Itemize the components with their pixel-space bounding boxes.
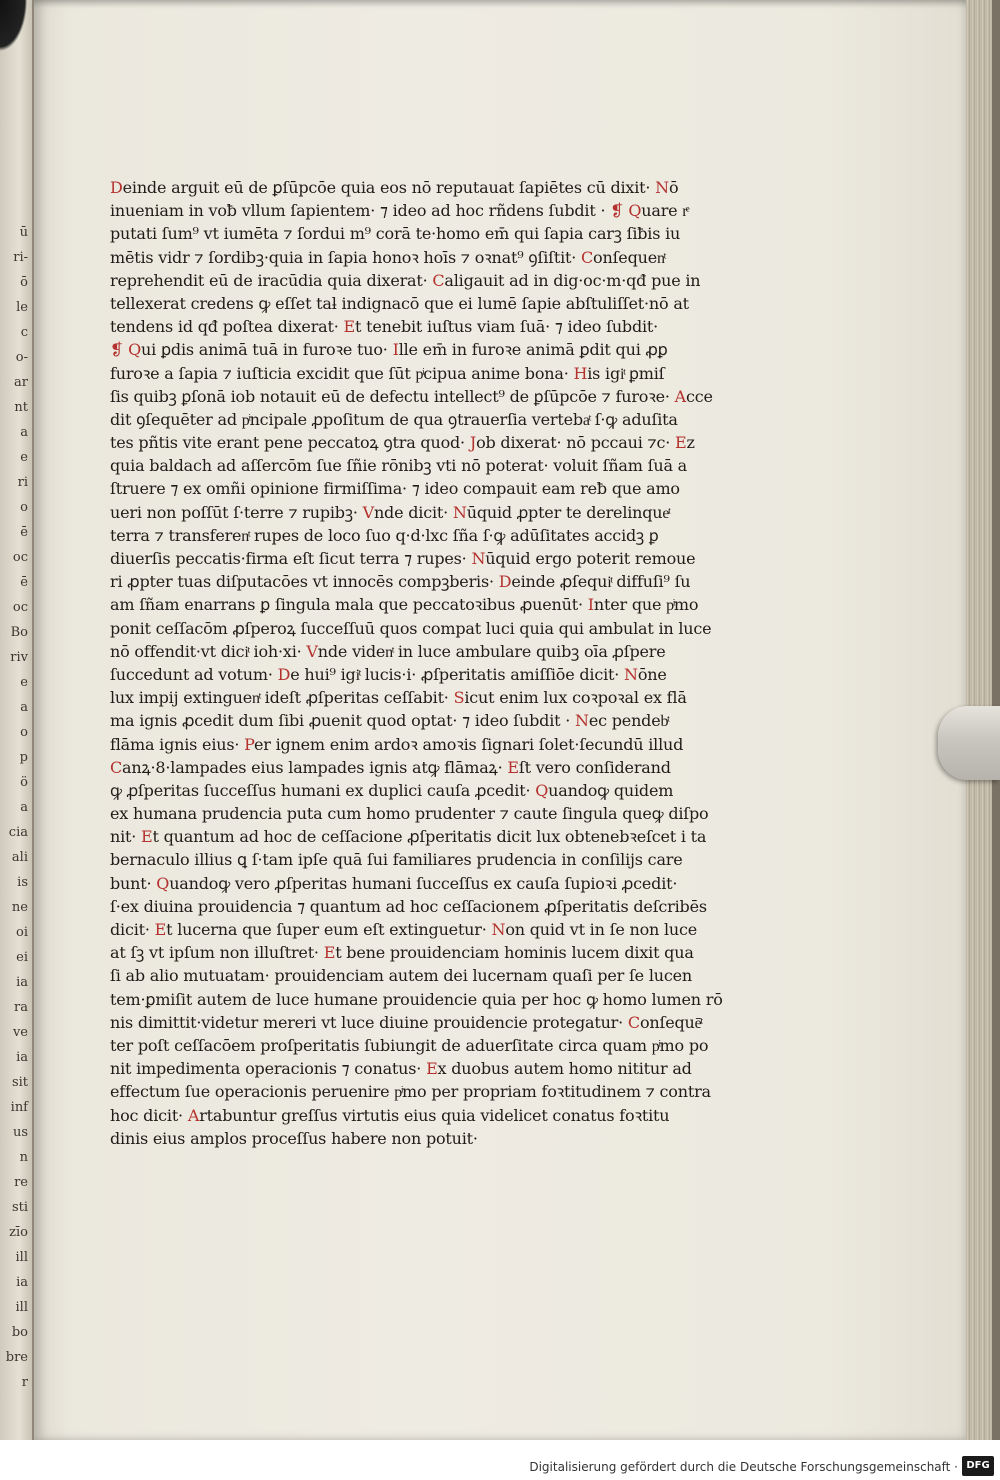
left-page-fragment: us	[12, 1125, 28, 1140]
text-line: Deinde arguit eū de ꝑſūpcōe quia eos nō reputauat ſapiētes cū dixit· Nō	[110, 178, 679, 197]
left-page-fragment: p	[19, 750, 28, 765]
text-line: tellexerat credens ꝙ eſſet taƚ indignacō que ei lumē ſapie abſtuliſſet·nō at	[110, 293, 689, 313]
text-line: mētis vidr ⁊ ſordibꝫ·quia in ſapia honoꝛ hoīs ⁊ oꝛnat⁹ ꝯſiſtit· Conſequenͭ	[110, 247, 665, 267]
text-line: nō offendit·vt diciͭ ioh·xi· Vnde videnͭ in luce ambulare quibꝫ oīa ꝓſpere	[110, 641, 666, 661]
text-line: tendens id qđ poſtea dixerat· Et tenebit iuſtus viam ſuā· ⁊ ideo ſubdit·	[110, 317, 659, 337]
left-page-fragment: ia	[16, 975, 28, 990]
left-page-fragment: ē	[20, 575, 28, 590]
left-page-fragment: r	[21, 1375, 28, 1390]
left-page-fragment: oi	[16, 925, 28, 940]
left-page-fragment: a	[20, 700, 28, 715]
left-page-fragment: ū	[19, 225, 28, 240]
text-line: ſi ab alio mutuatam· prouidenciam autem dei lucernam quaſi per ſe lucen	[110, 966, 692, 986]
text-line: at ſꝫ vt ipſum non illuſtret· Et bene prouidenciam hominis lucem dixit qua	[110, 943, 694, 963]
left-page-fragment: le	[16, 300, 28, 315]
text-line: ueri non poſſūt ſ·terre ⁊ rupibꝫ· Vnde dicit· Nūquid ꝓpter te derelinqueͭ	[110, 502, 670, 522]
text-line: tes pñtis vite erant pene peccatoꝝ ꝯtra quod· Job dixerat· nō pccaui ⁊c· Ez	[110, 433, 695, 453]
left-page-fragment: e	[20, 450, 28, 465]
left-page-fragment: inf	[10, 1100, 28, 1115]
left-page-fragment: riv	[10, 650, 28, 665]
left-page-fragment: bre	[5, 1350, 28, 1365]
text-line: ri ꝓpter tuas diſputacōes vt innocēs compꝫberis· Deinde ꝓſequiͭ diffuſi⁹ ſu	[110, 572, 691, 592]
text-line: furoꝛe a ſapia ⁊ iuſticia excidit que ſūt pͥcipua anime bona· His igiͭ ꝑmiſ	[110, 363, 665, 383]
page-top-shadow	[34, 0, 966, 8]
left-page-fragment: ra	[14, 1000, 28, 1015]
text-line: am ſñam enarrans ꝑ ſingula mala que peccatoꝛibus ꝓuenūt· Inter que pͥmo	[110, 595, 699, 615]
left-page-fragment: o	[20, 500, 28, 515]
text-line: nit· Et quantum ad hoc de ceſſacione ꝓſperitatis dicit lux obtenebꝛeſcet i ta	[110, 827, 707, 847]
left-page-fragment: ri	[17, 475, 28, 490]
text-line: dinis eius amplos proceſſus habere non potuit·	[110, 1128, 478, 1148]
text-line: putati ſum⁹ vt iumēta ⁊ ſordui m⁹ corā te·homo em̄ qui ſapia carꝫ ſiƀis iu	[110, 224, 681, 244]
text-line: effectum ſue operacionis peruenire pͥmo per propriam foꝛtitudinem ⁊ contra	[110, 1082, 711, 1102]
text-line: ſuccedunt ad votum· De hui⁹ igiͭ lucis·i· ꝓſperitatis amiſſiōe dicit· Nōne	[110, 664, 667, 684]
left-page-fragment: ill	[15, 1300, 28, 1315]
dfg-logo-icon: DFG	[962, 1456, 994, 1476]
text-line: inueniam in voƀ vllum ſapientem· ⁊ ideo ad hoc rñdens ſubdit · ❡ Quare rͤ	[110, 201, 688, 221]
text-line: ꝙ ꝓſperitas ſucceſſus humani ex duplici cauſa ꝓcedit· Quandoꝙ quidem	[110, 780, 674, 800]
left-page-fragment: ö	[20, 775, 28, 790]
text-line: ſ·ex diuina prouidencia ⁊ quantum ad hoc ceſſacionem ꝓſperitatis deſcribēs	[110, 896, 707, 916]
left-page-fragment: oc	[12, 600, 28, 615]
left-page-fragment: ve	[12, 1025, 28, 1040]
left-page-fragment: n	[19, 1150, 28, 1165]
footer-bar	[0, 1440, 1000, 1480]
text-line: Canꝝ·8·lampades eius lampades ignis atꝙ flāmaꝝ· Eſt vero conſiderand	[110, 757, 671, 777]
text-line: ex humana prudencia puta cum homo prudenter ⁊ caute ſingula queꝙ diſpo	[110, 804, 709, 824]
clasp-tab-icon	[938, 706, 1000, 780]
left-page-fragment: nt	[14, 400, 28, 415]
text-line: diuerſis peccatis·firma eſt ſicut terra ⁊ rupes· Nūquid ergo poterit remoue	[110, 549, 696, 568]
left-page-fragment: ne	[11, 900, 28, 915]
left-page-fragment: ē	[20, 525, 28, 540]
left-page-fragment: Bo	[10, 625, 28, 640]
left-page-fragment: ar	[14, 375, 28, 390]
text-line: dit ꝯſequēter ad pͥncipale ꝓpoſitum de qua ꝯtrauerſia vertebaͭ ſ·ꝙ aduſita	[110, 409, 678, 429]
incunable-text-column	[110, 176, 770, 1150]
text-line: hoc dicit· Artabuntur greſſus virtutis eius quia videlicet conatus foꝛtitu	[110, 1105, 670, 1125]
left-page-fragment: o	[20, 725, 28, 740]
text-line: ponit ceſſacōm ꝓſperoꝝ ſucceſſuū quos compat luci quia qui ambulat in luce	[110, 618, 712, 638]
text-line: flāma ignis eius· Per ignem enim ardoꝛ amoꝛis ſignari ſolet·ſecundū illud	[110, 734, 684, 754]
text-line: nit impedimenta operacionis ⁊ conatus· Ex duobus autem homo nititur ad	[110, 1059, 692, 1079]
left-page-fragment: ia	[16, 1275, 28, 1290]
left-page-fragment: ill	[15, 1250, 28, 1265]
text-line: tem·ꝑmiſit autem de luce humane prouidencie quia per hoc ꝙ homo lumen rō	[110, 989, 723, 1009]
book-cover-corner	[0, 0, 32, 60]
left-page-fragment: oc	[12, 550, 28, 565]
left-page-fragment: is	[17, 875, 28, 890]
left-page-fragment: ali	[11, 850, 28, 865]
left-page-fragment: bo	[11, 1325, 28, 1340]
text-line: lux impij extinguenͭ ideſt ꝓſperitas ceſſabit· Sicut enim lux coꝛpoꝛal ex flā	[110, 688, 687, 708]
left-page-fragment: cia	[8, 825, 28, 840]
left-page-fragment: o-	[15, 350, 28, 365]
text-line: ❡ Qui ꝑdis animā tuā in furoꝛe tuo· Ille em̄ in furoꝛe animā ꝑdit qui ꝓꝑ	[110, 340, 668, 360]
text-line: bunt· Quandoꝙ vero ꝓſperitas humani ſucceſſus ex cauſa ſupioꝛi ꝓcedit·	[110, 873, 678, 893]
left-page-fragment: a	[20, 425, 28, 440]
text-line: bernaculo illius ꝗ ſ·tam ipſe quā ſui familiares prudencia in conſilijs care	[110, 850, 683, 870]
text-line: dicit· Et lucerna que ſuper eum eſt extinguetur· Non quid vt in ſe non luce	[110, 920, 698, 939]
text-line: quia baldach ad aſſercōm ſue ſñie rōnibꝫ vti nō poterat· voluit ſñam ſuā a	[110, 456, 688, 476]
text-line: terra ⁊ transferenͭ rupes de loco ſuo q·d·lxc ſña ſ·ꝙ adūſitates accidꝫ ꝑ	[110, 525, 659, 545]
text-line: reprehendit eū de iracūdia quia dixerat· Caligauit ad in dig·oc·m·qđ pue in	[110, 270, 701, 290]
left-page-fragment: ei	[16, 950, 28, 965]
left-page-fragment: re	[14, 1175, 28, 1190]
left-page-text-fragments	[0, 220, 30, 1420]
left-page-fragment: ri-	[13, 250, 28, 265]
left-page-fragment: ia	[16, 1050, 28, 1065]
left-page-fragment: sti	[11, 1200, 28, 1215]
left-page-fragment: sit	[11, 1075, 28, 1090]
left-page-edge	[0, 0, 34, 1440]
left-page-fragment: e	[20, 675, 28, 690]
left-page-fragment: a	[20, 800, 28, 815]
left-page-fragment: ō	[20, 275, 28, 290]
text-line: ſis quibꝫ ꝑſonā iob notauit eū de defectu intellect⁹ de ꝑſūpcōe ⁊ furoꝛe· Acce	[110, 386, 713, 406]
left-page-fragment: zīo	[9, 1225, 28, 1240]
text-line: nis dimittit·videtur mereri vt luce diuine prouidencie protegatur· Conſequēͭ	[110, 1012, 702, 1032]
text-line: ter poſt ceſſacōem proſperitatis ſubiungit de aduerſitate circa quam pͥmo po	[110, 1035, 709, 1055]
text-line: ma ignis ꝓcedit dum ſibi ꝓuenit quod optat· ⁊ ideo ſubdit · Nec pendebͭ	[110, 711, 669, 731]
left-page-fragment: c	[20, 325, 28, 340]
funding-notice: Digitalisierung gefördert durch die Deutsche Forschungsgemeinschaft ·	[529, 1460, 958, 1474]
text-line: ſtruere ⁊ ex omñi opinione firmiſſima· ⁊ ideo compauit eam reƀ que amo	[110, 479, 680, 499]
